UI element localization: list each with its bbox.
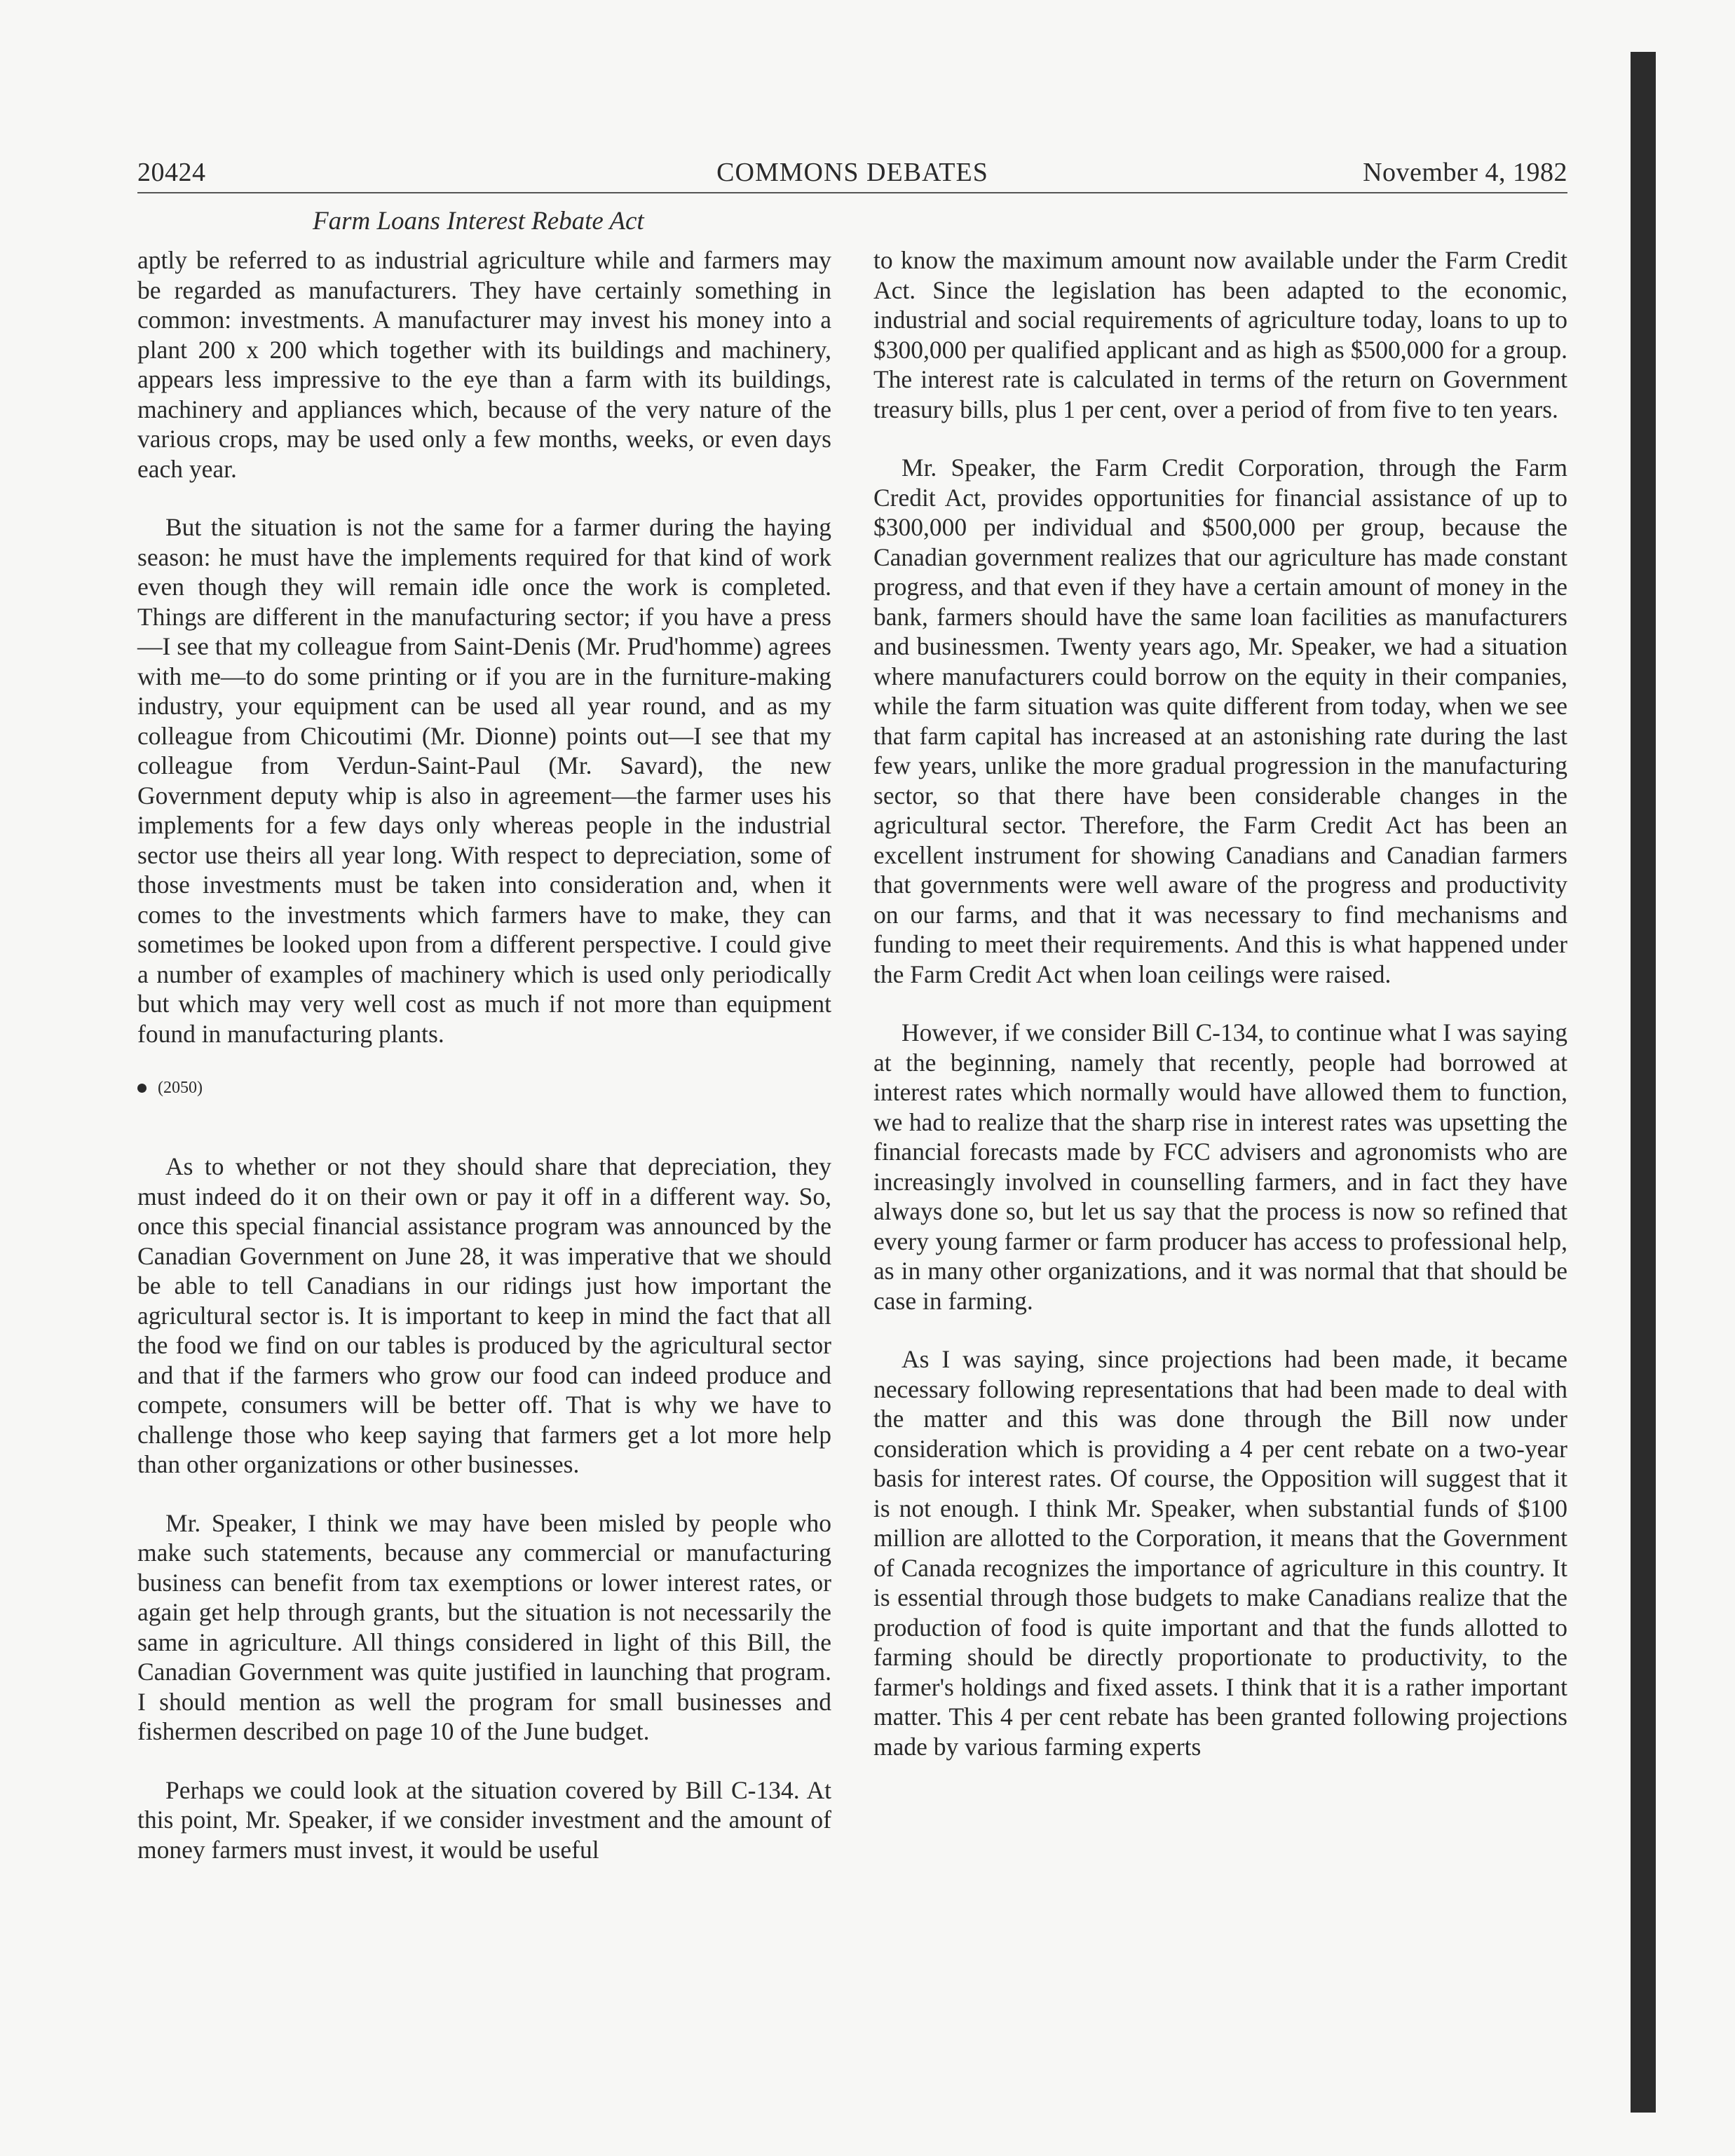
paragraph: aptly be referred to as industrial agriculture while and farmers may be regarded as manufacturers. They have certainly something in common: investments. A manufacturer may invest his money into a plant 200 x 200 which together with its buildings and machinery, appears less impressive to the eye than a farm with its buildings, machinery and appliances which, because of the very nature of the various crops, may be used only a few months, weeks, or even days each year. [137, 246, 831, 483]
paragraph: As to whether or not they should share that depreciation, they must indeed do it on their own or pay it off in a different way. So, once this special financial assistance program was announced by the Canadian Government on June 28, it was imperative that we should be able to tell Canadians in our ridings just how important the agricultural sector is. It is important to keep in mind the fact that all the food we find on our tables is produced by the agricultural sector and that if the farmers who grow our food can indeed produce and compete, consumers will be better off. That is why we have to challenge those who keep saying that farmers get a lot more help than other organizations or other businesses. [137, 1152, 831, 1478]
journal-title: COMMONS DEBATES [716, 158, 988, 187]
section-subhead: Farm Loans Interest Rebate Act [313, 207, 644, 236]
bullet-icon [137, 1084, 147, 1093]
paragraph: Mr. Speaker, the Farm Credit Corporation, through the Farm Credit Act, provides opportunities for financial assistance of up to $300,000 per individual and $500,000 per group, because the Canadian government realizes that our agriculture has made constant progress, and that even if they have a certain amount of money in the bank, farmers should have the same loan facilities as manufacturers and businessmen. Twenty years ago, Mr. Speaker, we had a situation where manufacturers could borrow on the equity in their companies, while the farm situation was quite different from today, when we see that farm capital has increased at an astonishing rate during the last few years, unlike the more gradual progression in the manufacturing sector, so that there have been considerable changes in the agricultural sector. Therefore, the Farm Credit Act has been an excellent instrument for showing Canadians and Canadian farmers that governments were well aware of the progress and productivity on our farms, and that it was necessary to find mechanisms and funding to meet their requirements. And this is what happened under the Farm Credit Act when loan ceilings were raised. [873, 453, 1567, 988]
paragraph: Perhaps we could look at the situation covered by Bill C-134. At this point, Mr. Speaker, if we consider investment and the amount of money farmers must invest, it would be useful [137, 1775, 831, 1864]
page-header [137, 156, 1567, 193]
page-number: 20424 [137, 158, 206, 187]
paragraph: As I was saying, since projections had been made, it became necessary following representations that had been made to deal with the matter and this was done through the Bill now under consideration which is providing a 4 per cent rebate on a two-year basis for interest rates. Of course, the Opposition will suggest that it is not enough. I think Mr. Speaker, when substantial funds of $100 million are allotted to the Corporation, it means that the Government of Canada recognizes the importance of agriculture in this country. It is essential through those budgets to make Canadians realize that the production of food is quite important and that the funds allotted to farming should be directly proportionate to productivity, to the farmer's holdings and fixed assets. I think that it is a rather important matter. This 4 per cent rebate has been granted following projections made by various farming experts [873, 1345, 1567, 1761]
document-page [137, 156, 1567, 1893]
scan-edge-shadow [1631, 52, 1656, 2113]
paragraph: However, if we consider Bill C-134, to continue what I was saying at the beginning, namely that recently, people had borrowed at interest rates which normally would have allowed them to function, we had to realize that the sharp rise in interest rates was upsetting the financial forecasts made by FCC advisers and agronomists who are increasingly involved in counselling farmers, and in fact they have always done so, but let us say that the process is now so refined that every young farmer or farm producer has access to professional help, as in many other organizations, and it was normal that that should be case in farming. [873, 1018, 1567, 1315]
publication-date: November 4, 1982 [1363, 158, 1567, 187]
right-column [873, 245, 1567, 1893]
paragraph: Mr. Speaker, I think we may have been misled by people who make such statements, because any commercial or manufacturing business can benefit from tax exemptions or lower interest rates, or again get help through grants, but the situation is not necessarily the same in agriculture. All things considered in light of this Bill, the Canadian Government was quite justified in launching that program. I should mention as well the program for small businesses and fishermen described on page 10 of the June budget. [137, 1508, 831, 1745]
text-columns [137, 245, 1567, 1893]
left-column [137, 245, 831, 1893]
time-marker-label: (2050) [158, 1078, 203, 1097]
paragraph: But the situation is not the same for a farmer during the haying season: he must have the implements required for that kind of work even though they will remain idle once the work is completed. Things are different in the manufacturing sector; if you have a press—I see that my colleague from Saint-Denis (Mr. Prud'homme) agrees with me—to do some printing or if you are in the furniture-making industry, your equipment can be used all year round, and as my colleague from Chicoutimi (Mr. Dionne) points out—I see that my colleague from Verdun-Saint-Paul (Mr. Savard), the new Government deputy whip is also in agreement—the farmer uses his implements for a few days only whereas people in the industrial sector use theirs all year long. With respect to depreciation, some of those investments must be taken into consideration and, when it comes to the investments which farmers have to make, they can sometimes be looked upon from a different perspective. I could give a number of examples of machinery which is used only periodically but which may very well cost as much if not more than equipment found in manufacturing plants. [137, 513, 831, 1048]
time-marker [137, 1077, 831, 1098]
paragraph: to know the maximum amount now available under the Farm Credit Act. Since the legislation has been adapted to the economic, industrial and social requirements of agriculture today, loans to up to $300,000 per qualified applicant and as high as $500,000 for a group. The interest rate is calculated in terms of the return on Government treasury bills, plus 1 per cent, over a period of from five to ten years. [873, 246, 1567, 423]
